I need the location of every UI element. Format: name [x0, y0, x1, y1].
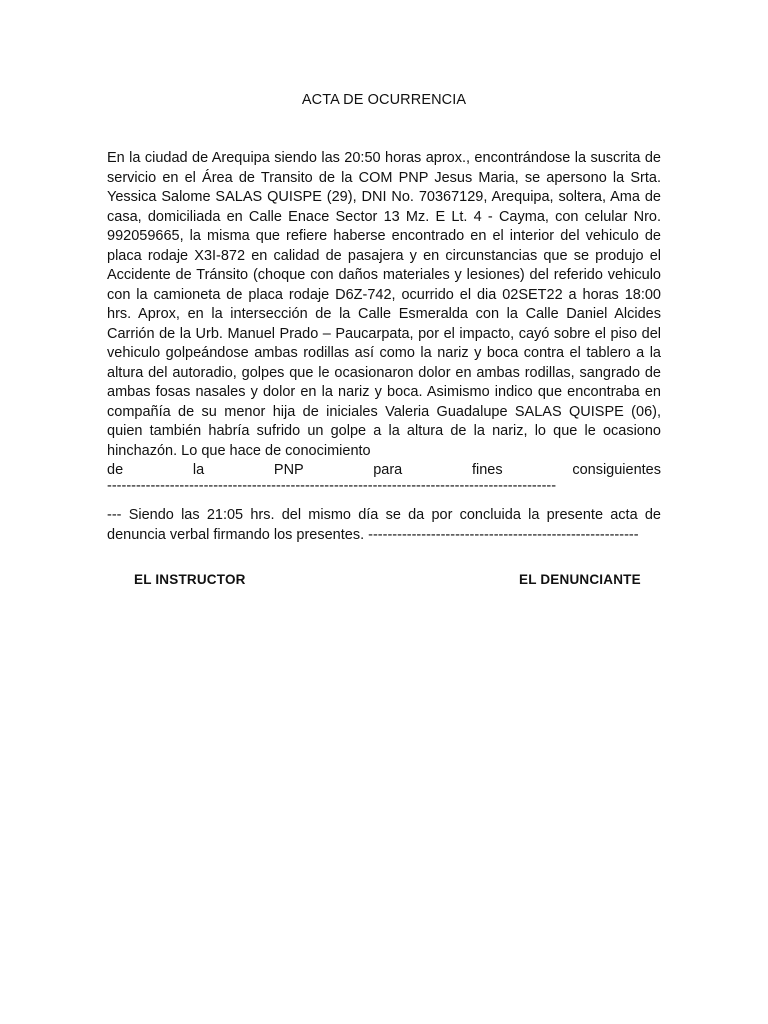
main-paragraph-text: En la ciudad de Arequipa siendo las 20:50 horas aprox., encontrándose la suscrita de servicio en el Área de Transito de la COM PNP Jesus Maria, se apersono la Srta. Yessica Salome SALAS QUISPE (29), DNI No. 70367129, Arequipa, soltera, Ama de casa, domiciliada en Calle Enace Sector 13 Mz. E Lt. 4 - Cayma, con celular Nro. 992059665, la misma que refiere haberse encontrado en el interior del vehiculo de placa rodaje X3I-872 en calidad de pasajera y en circunstancias que se produjo el Accidente de Tránsito (choque con daños materiales y lesiones) del referido vehiculo con la camioneta de placa rodaje D6Z-742, ocurrido el dia 02SET22 a horas 18:00 hrs. Aprox, en la intersección de la Calle Esmeralda con la Calle Daniel Alcides Carrión de la Urb. Manuel Prado – Paucarpata, por el impacto, cayó sobre el piso del vehiculo golpeándose ambas rodillas así como la nariz y boca contra el tablero a la altura del autoradio, golpes que le ocasionaron dolor en ambas rodillas, sangrado de ambas fosas nasales y dolor en la nariz y boca. Asimismo indico que encontraba en compañía de su menor hija de iniciales Valeria Guadalupe SALAS QUISPE (06), quien también habría sufrido un golpe a la altura de la nariz, lo que le ocasiono hinchazón. Lo que hace de conocimiento — [107, 150, 661, 459]
main-paragraph-last-line: de la PNP para fines consiguientes — [107, 462, 661, 478]
signature-denunciante: EL DENUNCIANTE — [519, 572, 641, 587]
signature-instructor: EL INSTRUCTOR — [134, 572, 246, 587]
closing-paragraph: --- Siendo las 21:05 hrs. del mismo día se da por concluida la presente acta de denuncia verbal firmando los presentes. -------------------------------------------------------- — [107, 507, 661, 543]
main-paragraph — [107, 149, 661, 481]
document-title: ACTA DE OCURRENCIA — [301, 92, 467, 108]
dash-separator: --------------------------------------------------------------------------------------------- — [107, 478, 557, 494]
